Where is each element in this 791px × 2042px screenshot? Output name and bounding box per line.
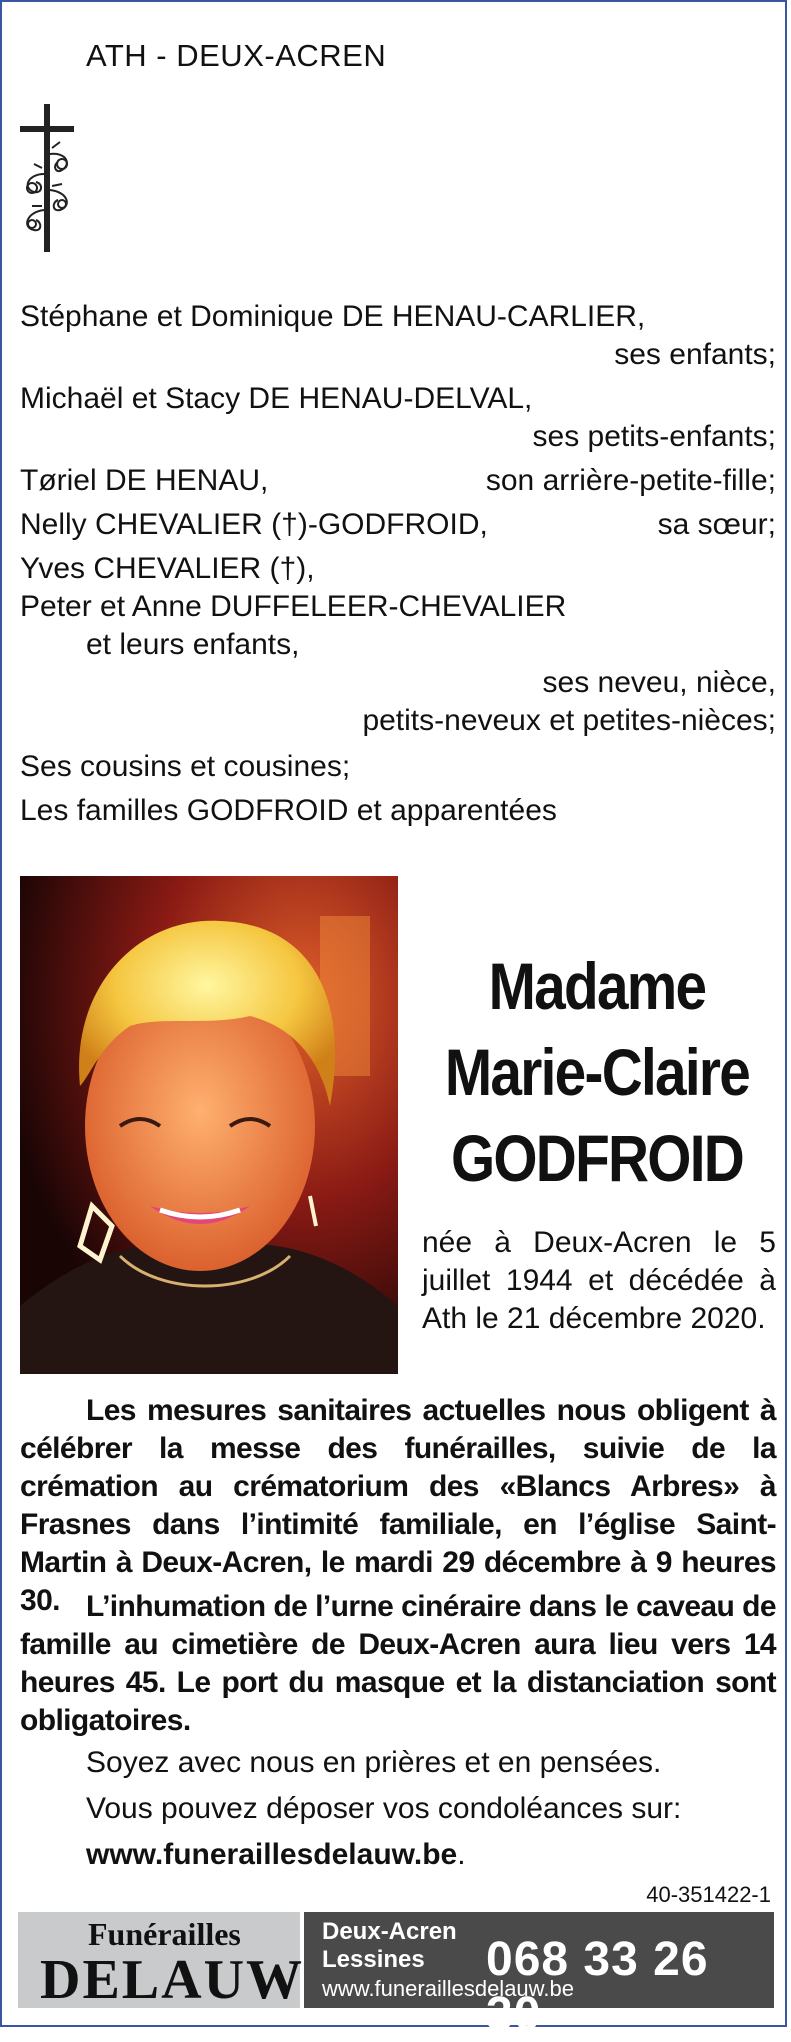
family-line-3-role: son arrière-petite-fille;	[485, 464, 776, 497]
phone-number[interactable]: 068 33 26 30	[486, 1933, 709, 2041]
family-line-1-role: ses enfants;	[614, 338, 776, 371]
location-1: Deux-Acren	[322, 1918, 457, 1945]
family-line-2-role: ses petits-enfants;	[532, 420, 776, 453]
family-line-1-name: Stéphane et Dominique DE HENAU-CARLIER,	[20, 300, 646, 333]
brand-line-2: DELAUW	[40, 1949, 305, 2011]
title-surname: GODFROID	[450, 1121, 744, 1195]
brand-block	[18, 1912, 305, 2011]
family-line-11: Les familles GODFROID et apparentées	[20, 794, 557, 827]
family-line-8-role: ses neveu, nièce,	[542, 666, 776, 699]
family-line-4-name: Nelly CHEVALIER (†)-GODFROID,	[20, 508, 488, 541]
family-line-10: Ses cousins et cousines;	[20, 750, 351, 783]
notice-paragraph-1: Les mesures sanitaires actuelles nous obligent à célébrer la messe des funérailles, suivie de la crémation au crématorium des «Blancs Arbres» à Frasnes dans l’intimité familiale, en l’église Saint-Martin à Deux-Acren, le mardi 29 décembre à 9 heures 30.	[20, 1394, 776, 1617]
family-line-7-name: et leurs enfants,	[86, 628, 300, 661]
family-line-5-name: Yves CHEVALIER (†),	[20, 552, 315, 585]
family-line-3-name: Tøriel DE HENAU,	[20, 464, 269, 497]
family-line-9-role: petits-neveux et petites-nièces;	[362, 704, 776, 737]
closing-url-line	[86, 1838, 466, 1872]
title-first-name: Marie-Claire	[444, 1035, 750, 1109]
location-header: ATH - DEUX-ACREN	[86, 38, 387, 73]
notice-paragraph-2: L’inhumation de l’urne cinéraire dans le caveau de famille au cimetière de Deux-Acren aura lieu vers 14 heures 45. Le port du masque et la distanciation sont obligatoires.	[20, 1590, 776, 1737]
brand-line-1: Funérailles	[88, 1916, 241, 1952]
reference-number: 40-351422-1	[646, 1882, 771, 1907]
closing-condolences: Vous pouvez déposer vos condoléances sur:	[86, 1792, 682, 1825]
cross-with-roses-icon	[16, 104, 86, 252]
title-madame: Madame	[488, 949, 706, 1023]
family-line-2-name: Michaël et Stacy DE HENAU-DELVAL,	[20, 382, 533, 415]
condolences-url-link[interactable]: www.funeraillesdelauw.be	[86, 1838, 458, 1871]
footer-website[interactable]: www.funeraillesdelauw.be	[322, 1976, 574, 2001]
family-line-4-role: sa sœur;	[657, 508, 776, 541]
portrait-photo	[20, 876, 398, 1374]
location-2: Lessines	[322, 1946, 425, 1973]
contact-block	[304, 1912, 774, 2041]
birth-death-text: née à Deux-Acren le 5 juillet 1944 et décédée à Ath le 21 décembre 2020.	[422, 1226, 776, 1335]
family-line-6-name: Peter et Anne DUFFELEER-CHEVALIER	[20, 590, 567, 623]
funeral-home-banner	[18, 1912, 774, 2041]
url-suffix: .	[457, 1838, 466, 1871]
closing-prayer: Soyez avec nous en prières et en pensées.	[86, 1746, 662, 1779]
